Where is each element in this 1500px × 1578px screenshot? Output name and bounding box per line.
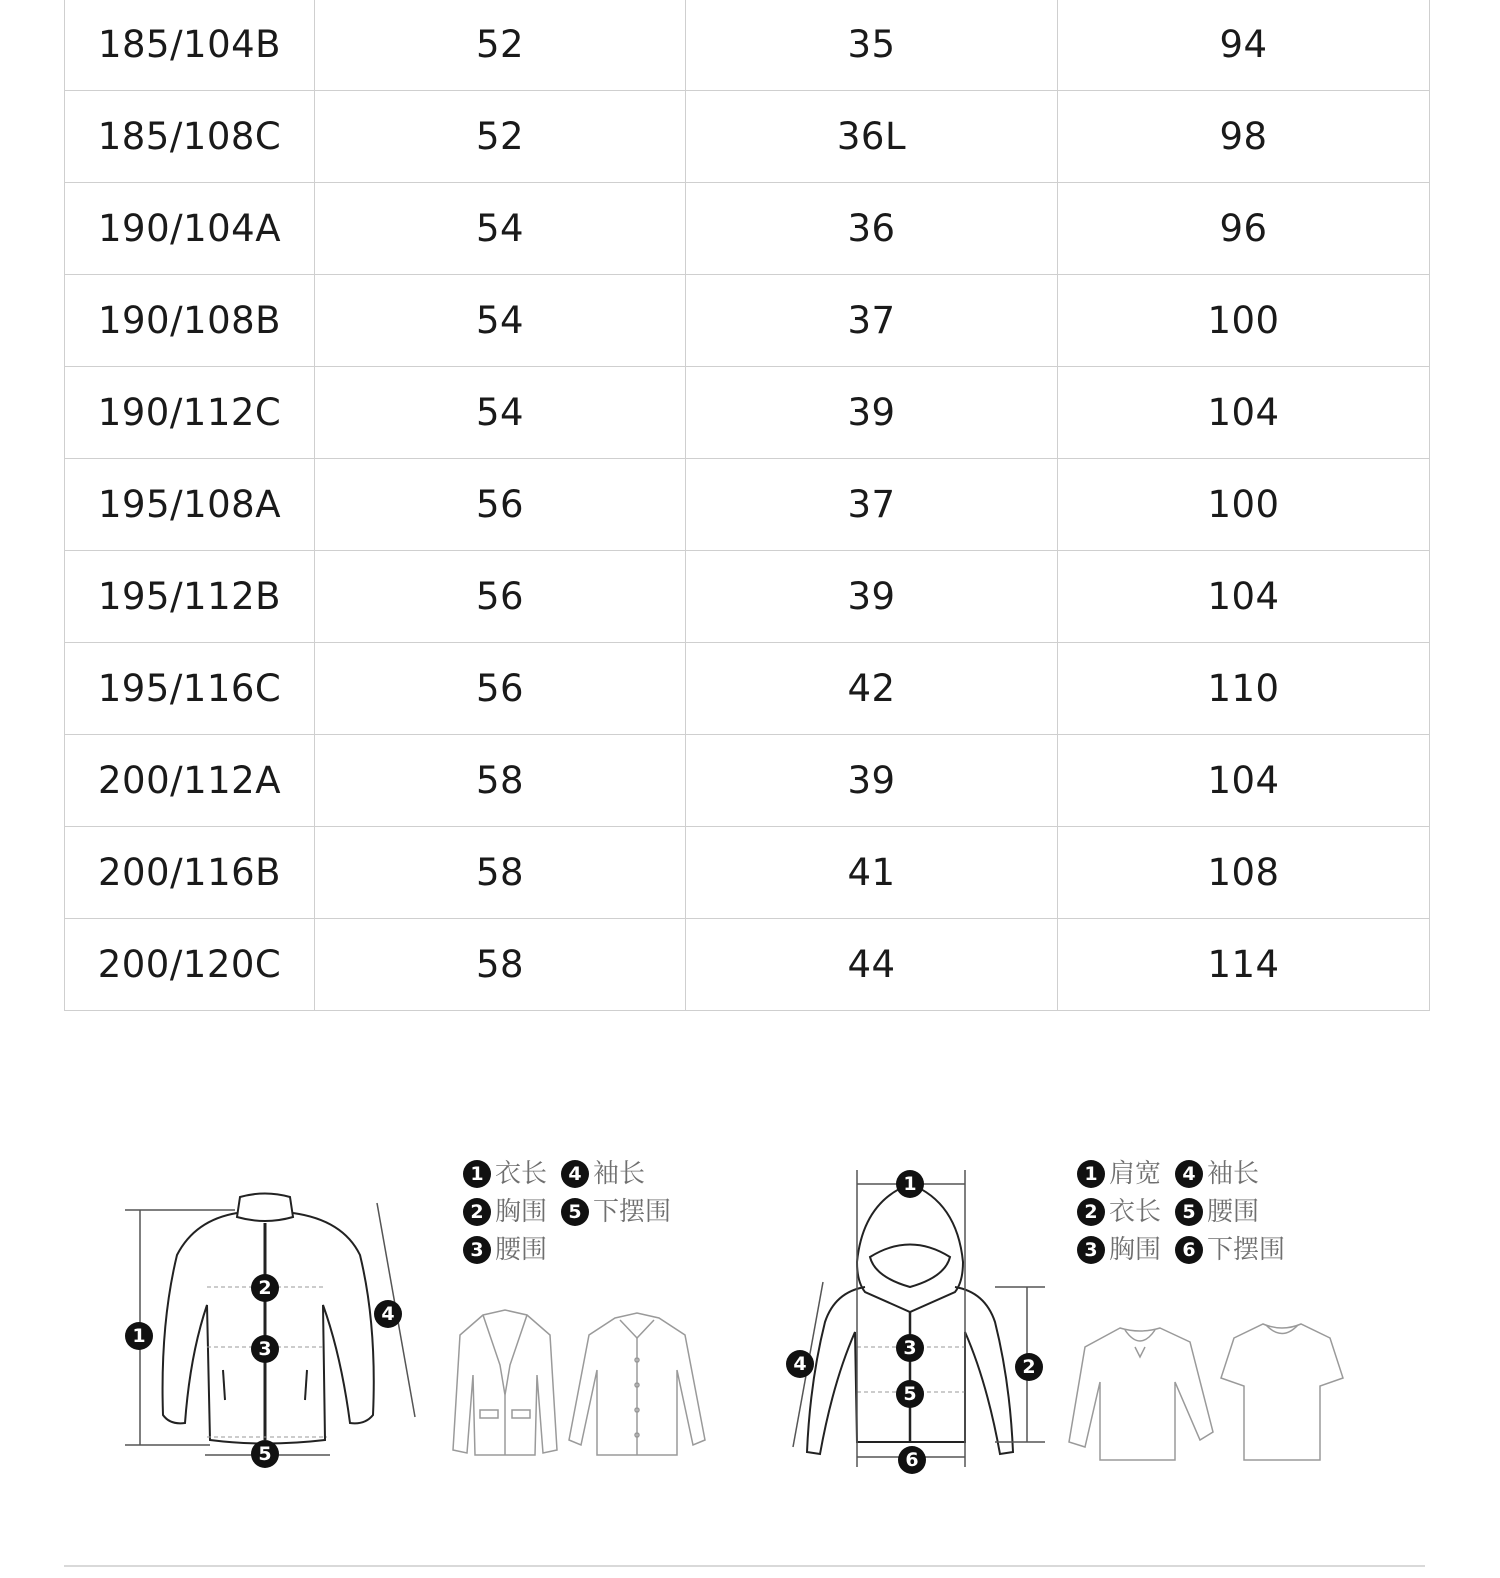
marker-3-icon: 3 [251,1335,279,1363]
legend-label: 衣长 [495,1159,548,1189]
table-cell: 54 [315,367,686,459]
hoodie-measurement-diagram [765,1162,1055,1482]
table-row [65,735,1430,827]
jacket-measurement-diagram [115,1185,425,1475]
shirt-sketch [565,1310,710,1460]
table-cell: 56 [315,551,686,643]
marker-5-icon: 5 [561,1198,589,1226]
table-row [65,275,1430,367]
table-cell: 190/112C [65,367,315,459]
marker-3-icon: 3 [896,1334,924,1362]
marker-2-icon: 2 [1015,1353,1043,1381]
legend-label: 袖长 [1207,1159,1260,1189]
legend-label: 胸围 [495,1197,548,1227]
table-cell: 36 [686,183,1058,275]
table-cell: 39 [686,551,1058,643]
table-cell: 114 [1058,919,1430,1011]
table-cell: 200/112A [65,735,315,827]
table-cell: 98 [1058,91,1430,183]
table-cell: 39 [686,367,1058,459]
legend-label: 腰围 [1207,1197,1260,1227]
table-cell: 108 [1058,827,1430,919]
table-cell: 104 [1058,367,1430,459]
table-cell: 58 [315,827,686,919]
marker-4-icon: 4 [786,1350,814,1378]
table-cell: 185/108C [65,91,315,183]
table-row [65,919,1430,1011]
table-cell: 104 [1058,551,1430,643]
marker-6-icon: 6 [1175,1236,1203,1264]
table-cell: 200/120C [65,919,315,1011]
table-cell: 185/104B [65,0,315,91]
marker-4-icon: 4 [561,1160,589,1188]
table-cell: 52 [315,91,686,183]
table-cell: 35 [686,0,1058,91]
marker-3-icon: 3 [1077,1236,1105,1264]
table-cell: 39 [686,735,1058,827]
marker-1-icon: 1 [1077,1160,1105,1188]
table-cell: 190/108B [65,275,315,367]
table-row [65,643,1430,735]
table-cell: 42 [686,643,1058,735]
size-table-body [65,0,1430,1011]
tshirt-sketch [1218,1318,1346,1466]
legend-label: 肩宽 [1109,1159,1162,1189]
marker-4-icon: 4 [1175,1160,1203,1188]
table-cell: 54 [315,183,686,275]
table-cell: 58 [315,735,686,827]
table-cell: 54 [315,275,686,367]
legend-jacket [463,1155,671,1269]
table-cell: 195/108A [65,459,315,551]
marker-6-icon: 6 [898,1446,926,1474]
table-cell: 110 [1058,643,1430,735]
legend-label: 下摆围 [1207,1235,1286,1265]
marker-1-icon: 1 [125,1322,153,1350]
table-cell: 190/104A [65,183,315,275]
table-cell: 37 [686,275,1058,367]
table-cell: 52 [315,0,686,91]
bottom-divider [64,1565,1425,1567]
table-cell: 37 [686,459,1058,551]
legend-label: 衣长 [1109,1197,1162,1227]
marker-4-icon: 4 [374,1300,402,1328]
marker-1-icon: 1 [463,1160,491,1188]
table-cell: 36L [686,91,1058,183]
table-cell: 100 [1058,275,1430,367]
marker-2-icon: 2 [251,1274,279,1302]
table-cell: 195/112B [65,551,315,643]
table-cell: 96 [1058,183,1430,275]
marker-2-icon: 2 [1077,1198,1105,1226]
blazer-sketch [445,1305,565,1465]
legend-label: 下摆围 [593,1197,672,1227]
marker-5-icon: 5 [896,1380,924,1408]
table-row [65,0,1430,91]
legend-label: 胸围 [1109,1235,1162,1265]
table-row [65,459,1430,551]
table-row [65,183,1430,275]
table-cell: 104 [1058,735,1430,827]
table-cell: 195/116C [65,643,315,735]
table-cell: 41 [686,827,1058,919]
table-cell: 200/116B [65,827,315,919]
marker-5-icon: 5 [1175,1198,1203,1226]
legend-label: 袖长 [593,1159,646,1189]
table-row [65,91,1430,183]
table-row [65,827,1430,919]
size-table [64,0,1430,1011]
long-sleeve-sketch [1065,1322,1215,1467]
marker-3-icon: 3 [463,1236,491,1264]
marker-2-icon: 2 [463,1198,491,1226]
table-cell: 56 [315,459,686,551]
marker-5-icon: 5 [251,1440,279,1468]
table-cell: 58 [315,919,686,1011]
table-cell: 44 [686,919,1058,1011]
marker-1-icon: 1 [896,1170,924,1198]
table-row [65,367,1430,459]
table-cell: 56 [315,643,686,735]
table-row [65,551,1430,643]
table-cell: 94 [1058,0,1430,91]
legend-label: 腰围 [495,1235,548,1265]
table-cell: 100 [1058,459,1430,551]
legend-hoodie [1077,1155,1285,1269]
